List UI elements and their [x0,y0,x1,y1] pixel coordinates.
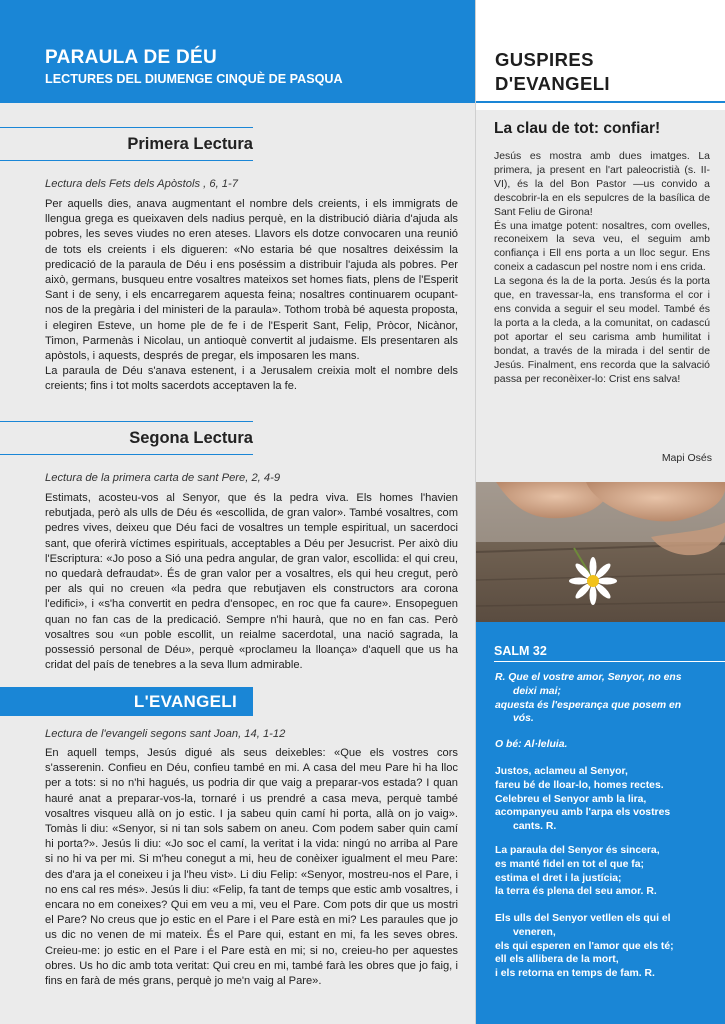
divider [0,454,253,455]
page-title: PARAULA DE DÉU [45,47,218,68]
second-reading-text [45,491,458,673]
gospel-heading: L'EVANGELI [133,692,237,711]
psalm-line: Celebreu el Senyor amb la lira, [495,793,647,805]
readings-header [0,0,475,103]
first-reading-heading: Primera Lectura [127,135,253,153]
guspires-column [475,0,725,1024]
daisy-image [476,482,725,622]
second-reading-heading: Segona Lectura [129,429,253,447]
psalm-alternative [495,738,717,752]
page-subtitle: LECTURES DEL DIUMENGE CINQUÈ DE PASQUA [45,72,343,86]
guspires-title-line: D'EVANGELI [495,73,610,94]
psalm-line: cants. R. [513,821,557,833]
psalm-line: Justos, aclameu al Senyor, [495,766,628,777]
second-reading-reference: Lectura de la primera carta de sant Pere, 2, 4-9 [45,472,281,484]
psalm-line: i els retorna en temps de fam. R. [495,968,655,980]
psalm-line: veneren, [513,926,556,938]
divider [0,127,253,128]
gospel-text [45,746,458,989]
reflection-title: La clau de tot: confiar! [494,120,661,137]
reflection-text [494,150,710,386]
psalm-line: Els ulls del Senyor vetllen els qui el [495,913,671,924]
guspires-title-line: GUSPIRES [495,49,594,70]
reflection-author: Mapi Osés [661,452,712,464]
psalm-line: aquesta és l'esperança que posem en [495,699,682,711]
divider [494,661,725,662]
psalm-line: fareu bé de lloar-lo, homes rectes. [495,779,664,791]
psalm-box [476,622,725,1024]
paragraph: En aquell temps, Jesús digué als seus deixebles: «Que els vostres cors s'asserenin. Confieu en Déu, confieu també en mi. A casa del meu Pare hi ha lloc per a tots: si no n'hi hagués, us podria dir que vaig a preparar-vos estada? I quan hauré anat a preparar-vos-la, tornaré i us prendré a casa meva, perquè també vosaltres visqueu allà on jo estic. I ja sabeu quin camí hi porta, allà on jo vaig». Tomàs li diu: «Senyor, si ni tan sols sabem on aneu. Com podem saber quin camí hi porta?». Jesús li diu: «Jo soc el camí, la veritat i la vida: ningú no arriba al Pare si no hi va per mi. Si m'heu conegut a mi, heu de conèixer igualment el meu Pare: des d'ara ja el coneixeu i ja l'heu vist». Li diu Felip: «Senyor, mostreu-nos el Pare, i no ens cal res més». Jesús li diu: «Felip, fa tant de temps que estic amb vosaltres, i encara no em coneixes? Qui em veu a mi, veu el Pare. Com pots dir que us mostri el Pare? No creus que jo estic en el Pare i el Pare està en mi? Les paraules que jo us dic no venen de mi mateix. És el Pare qui, estant en mi, fa les seves obres. Creieu-me: jo estic en el Pare i el Pare està en mi; si no, creieu-ho per aquestes obres. Us ho dic amb tota veritat: Qui creu en mi, també farà les obres que jo faig, i fins en farà de més grans, perquè jo me'n vaig al Pare». [45,747,458,988]
second-reading-heading-box [0,421,253,457]
psalm-line: ell els allibera de la mort, [495,954,619,966]
paragraph: Jesús es mostra amb dues imatges. La primera, ja present en l'art paleocristià (s. II-VI), és la del Bon Pastor —us convido a descobrir-la en els sepulcres de la basílica de Sant Feliu de Girona! [494,151,710,218]
psalm-title: SALM 32 [494,644,547,658]
daisy-flower [569,557,617,605]
divider [0,160,253,161]
reflection-box [476,110,725,482]
psalm-response [495,671,717,726]
psalm-line: estima el dret i la justícia; [495,872,622,884]
paragraph: Per aquells dies, anava augmentant el nombre dels creients, i els immigrats de llengua grega es queixaven dels nadius perquè, en la distribució diària d'ajuda als pobres, les seves viudes no eren ateses. Llavors els dotze convocaren una reunió de tots els creients i els digueren: «No estaria bé que nosaltres deixéssim la predicació de la paraula de Déu i ens poséssim a distribuir l'ajuda als pobres. Per això, germans, busqueu entre vosaltres mateixos set homes fiats, plens de l'Esperit Sant i de seny, i els encarregarem aquesta feina; nosaltres continuarem ocupant-nos de la pregària i del ministeri de la paraula». Tothom trobà bé aquesta proposta, i elegiren Esteve, un home ple de fe i de l'Esperit Sant, Felip, Pròcor, Nicànor, Timon, Parmenàs i Nicolau, un antioquè convertit al judaisme. Els presentaren als apòstols, i aquests, després de pregar, els imposaren les mans. [45,198,458,363]
psalm-stanza [495,844,717,899]
paragraph: Estimats, acosteu-vos al Senyor, que és la pedra viva. Els homes l'havien rebutjada, però als ulls de Déu és «escollida, de gran valor». També vosaltres, com pedres vives, deixeu que Déu faci de vosaltres un temple espiritual, un sacerdoci sant, que oferirà víctimes espirituals, acceptables a Déu per Jesucrist. Per això diu l'Escriptura: «Jo poso a Sió una pedra angular, de gran valor, escollida: el qui creu, no quedarà defraudat». És de gran valor per a vosaltres, els qui heu cregut, però per als qui no creuen «la pedra que rebutjaven els constructors ara corona l'edifici», i «s'ha convertit en pedra d'ensopec, en roc que fa caure». Ensopeguen quan no fan cas de la predicació. Sempre n'hi haurà, que no en fan cas. Però vosaltres sou «un poble escollit, un reialme sacerdotal, una nació sagrada, la possessió personal de Déu», perquè «proclameu la lloança» d'aquell que us ha cridat del país de tenebres a la seva llum admirable. [45,492,458,672]
first-reading-heading-box [0,127,253,163]
paragraph: La paraula de Déu s'anava estenent, i a Jerusalem creixia molt el nombre dels creients; fins i tot molts sacerdots acceptaven la fe. [45,365,458,393]
divider [476,101,725,103]
psalm-line: acompanyeu amb l'arpa els vostres [495,807,671,819]
psalm-stanza [495,912,717,981]
first-reading-text [45,197,458,395]
paragraph: És una imatge potent: nosaltres, com ovelles, reconeixem la seva veu, el seguim amb confiança i Ell ens porta a un lloc segur. Ens coneix a cadascun pel nostre nom i ens crida. [494,220,710,274]
paragraph: La segona és la de la porta. Jesús és la porta que, en travessar-la, ens transforma el cor i ens convida a seguir el seu model. També és la porta a la cleda, a la comunitat, on cadascú pot aportar el seu carisma amb humilitat i bondat, a través de la mirada i del sentir de Jesús. Finalment, ens recorda que la salvació passa per reconèixer-lo: Crist ens salva! [494,276,710,385]
psalm-line: La paraula del Senyor és sincera, [495,845,660,856]
psalm-stanza [495,765,717,834]
daisy-photo [476,482,725,622]
psalm-line: O bé: Al·leluia. [495,739,568,750]
gospel-heading-box [0,687,253,716]
first-reading-reference: Lectura dels Fets dels Apòstols , 6, 1-7 [45,178,238,190]
gospel-reference: Lectura de l'evangeli segons sant Joan, 14, 1-12 [45,728,286,740]
guspires-title [495,48,610,96]
psalm-line: es manté fidel en tot el que fa; [495,858,644,870]
psalm-line: els qui esperen en l'amor que els té; [495,940,674,952]
psalm-line: vós. [513,713,534,725]
psalm-line: la terra és plena del seu amor. R. [495,886,657,898]
psalm-line: deixi mai; [513,685,561,697]
psalm-line: R. Que el vostre amor, Senyor, no ens [495,672,682,683]
divider [0,421,253,422]
